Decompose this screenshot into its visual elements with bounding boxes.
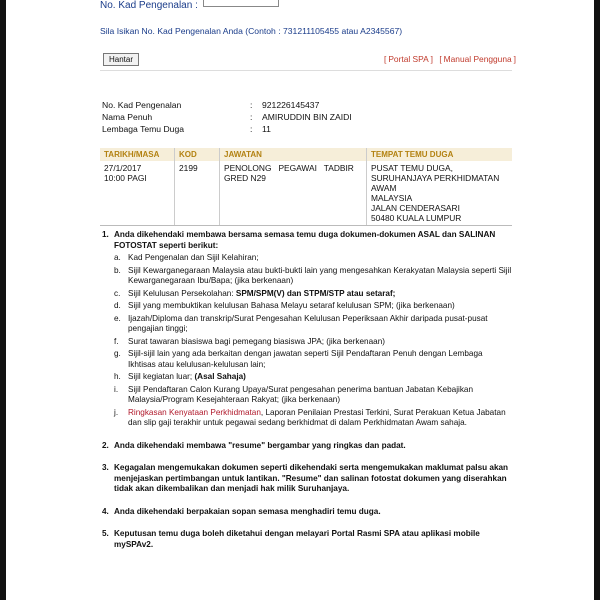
note-text: Keputusan temu duga boleh diketahui dengan melayari Portal Rasmi SPA atau aplikasi mobile mySPAv2.	[114, 529, 480, 549]
cell-datetime	[100, 161, 175, 226]
place-line: SURUHANJAYA PERKHIDMATAN AWAM	[371, 173, 500, 193]
note-5	[102, 529, 512, 550]
ic-search-label: No. Kad Pengenalan :	[100, 0, 198, 12]
divider	[100, 70, 512, 71]
cell-place	[367, 161, 513, 226]
cell-date: 27/1/2017	[104, 163, 142, 173]
list-item: g. Sijil-sijil lain yang ada berkaitan dengan jawatan seperti Sijil Pendaftaran Penuh dengan Lembaga Ikhtisas atau kelulusan-kelulusan lain;	[114, 349, 483, 369]
candidate-info	[102, 100, 352, 136]
place-line: MALAYSIA	[371, 193, 413, 203]
info-value: AMIRUDDIN BIN ZAIDI	[262, 112, 352, 122]
table-row	[100, 161, 512, 226]
ic-search-row	[100, 0, 279, 11]
info-label: Nama Penuh	[102, 112, 153, 122]
note-number: 2.	[102, 440, 109, 450]
cell-position	[220, 161, 367, 226]
note-text: Anda dikehendaki membawa "resume" bergambar yang ringkas dan padat.	[114, 440, 406, 450]
list-item: f. Surat tawaran biasiswa bagi pemegang biasiswa JPA; (jika berkenaan)	[114, 336, 385, 346]
info-row: Nama Penuh : AMIRUDDIN BIN ZAIDI	[102, 112, 352, 122]
cell-time: 10:00 PAGI	[104, 173, 147, 183]
list-item: e. Ijazah/Diploma dan transkrip/Surat Pengesahan Kelulusan Peperiksaan Akhir daripada pusat-pusat pengajian tinggi;	[114, 313, 488, 333]
interview-table	[100, 148, 512, 226]
note-3	[102, 463, 512, 495]
list-item: d. Sijil yang membuktikan kelulusan Bahasa Melayu setaraf kelulusan SPM; (jika berkenaan)	[114, 301, 455, 310]
list-item: a. Kad Pengenalan dan Sijil Kelahiran;	[114, 253, 259, 262]
ic-hint-text: Sila Isikan No. Kad Pengenalan Anda (Contoh : 731211105455 atau A2345567)	[100, 26, 403, 36]
info-label: No. Kad Pengenalan	[102, 100, 182, 110]
table-header: TEMPAT TEMU DUGA	[367, 148, 513, 161]
note-2	[102, 441, 512, 452]
document-page	[6, 0, 594, 600]
note-text: Anda dikehendaki berpakaian sopan semasa menghadiri temu duga.	[114, 506, 381, 516]
table-header: TARIKH/MASA	[100, 148, 175, 161]
position-line: PENOLONG PEGAWAI TADBIR	[224, 163, 354, 173]
note-number: 3.	[102, 463, 109, 472]
note-text: Anda dikehendaki membawa bersama semasa temu duga dokumen-dokumen ASAL dan SALINAN FOTOSTAT seperti berikut:	[114, 230, 496, 250]
list-item: h. Sijil kegiatan luar; (Asal Sahaja)	[114, 372, 246, 381]
position-line: GRED N29	[224, 173, 266, 183]
place-line: PUSAT TEMU DUGA,	[371, 163, 453, 173]
info-row: No. Kad Pengenalan : 921226145437	[102, 100, 320, 110]
note-number: 5.	[102, 529, 109, 538]
note-number: 4.	[102, 506, 109, 516]
instructions	[102, 230, 512, 550]
service-summary-link[interactable]: Ringkasan Kenyataan Perkhidmatan	[128, 407, 261, 417]
note-text: Kegagalan mengemukakan dokumen seperti dikehendaki serta mengemukakan maklumat palsu akan menjejaskan pertimbangan untuk lantikan. "Resume" dan salinan fotostat dokumen yang diserahkan tidak akan dikembalikan dan menjadi hak milik Suruhanjaya.	[114, 463, 509, 493]
table-header: KOD	[175, 148, 220, 161]
note-1	[102, 230, 512, 429]
header-links: [ Portal SPA ] [ Manual Pengguna ]	[384, 54, 516, 64]
list-item: c. Sijil Kelulusan Persekolahan: SPM/SPM(V) dan STPM/STP atau setaraf;	[114, 288, 396, 298]
list-item: j. Ringkasan Kenyataan Perkhidmatan, Laporan Penilaian Prestasi Terkini, Surat Perakuan Ketua Jabatan dan slip gaji terakhir untuk pegawai sedang berkhidmat di dalam Perkhidmatan Awam sahaja.	[114, 407, 506, 427]
ic-search-input[interactable]	[203, 0, 279, 7]
info-value: 921226145437	[262, 100, 320, 110]
cell-code: 2199	[175, 161, 220, 226]
place-line: JALAN CENDERASARI	[371, 203, 460, 213]
place-line: 50480 KUALA LUMPUR	[371, 213, 462, 223]
portal-spa-link[interactable]: Portal SPA	[388, 54, 429, 64]
note-number: 1.	[102, 230, 109, 239]
info-value: 11	[262, 124, 271, 134]
submit-button[interactable]: Hantar	[103, 53, 139, 66]
table-header: JAWATAN	[220, 148, 367, 161]
note-4	[102, 507, 512, 518]
list-item: b. Sijil Kewarganegaraan Malaysia atau bukti-bukti lain yang mengesahkan Kerakyatan Malaysia seperti Sijil Kewarganegaraan Ibu/Bapa; (jika berkenaan)	[114, 265, 512, 285]
info-label: Lembaga Temu Duga	[102, 124, 185, 134]
manual-link[interactable]: Manual Pengguna	[443, 54, 512, 64]
info-row: Lembaga Temu Duga : 11	[102, 124, 271, 134]
list-item: i. Sijil Pendaftaran Calon Kurang Upaya/Surat pengesahan penerima bantuan Jabatan Kebajikan Malaysia/Program Kesejahteraan Rakyat; (jika berkenaan)	[114, 384, 474, 404]
